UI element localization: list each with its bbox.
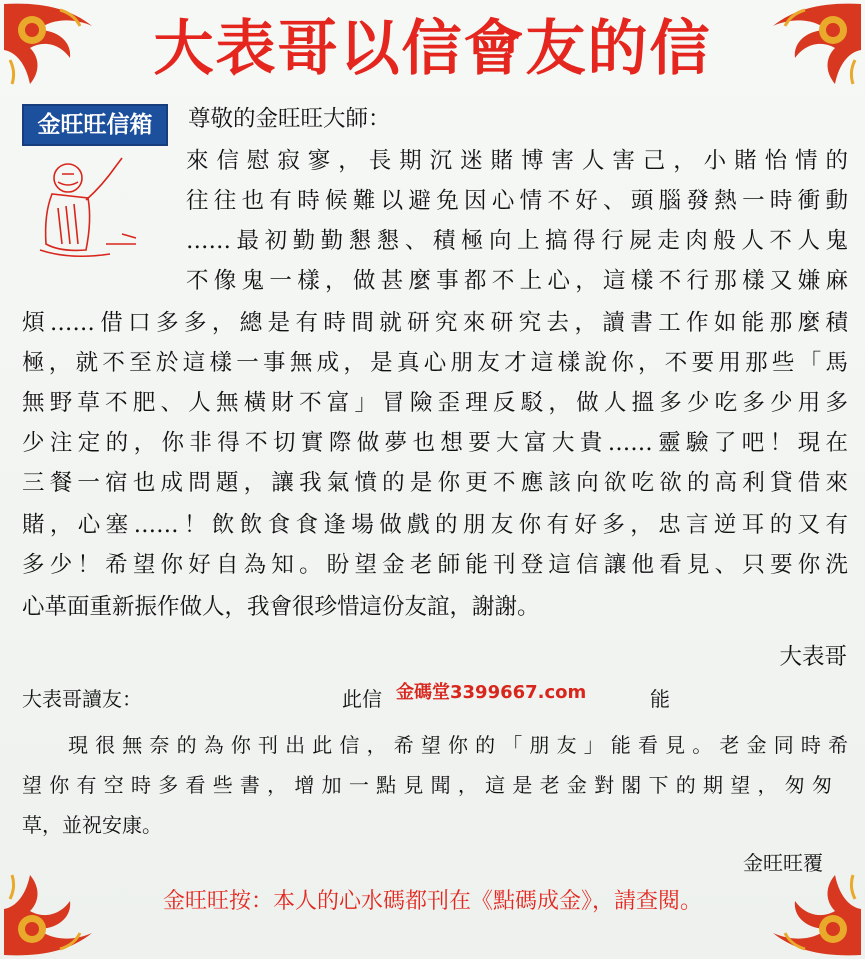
letter-line: 多少！希望你好自為知。盼望金老師能刊登這信讓他看見、只要你洗	[22, 552, 848, 578]
mailbox-label: 金旺旺信箱	[22, 104, 168, 146]
reply-fragment-right: 能	[650, 687, 670, 711]
page-title: 大表哥以信會友的信	[153, 14, 712, 84]
watermark: 金碼堂3399667.com	[396, 682, 587, 703]
footer-note: 金旺旺按：本人的心水碼都刊在《點碼成金》，請查閱。	[162, 889, 702, 914]
letter-line: 少注定的，你非得不切實際做夢也想要大富大貴……靈驗了吧！現在	[22, 430, 848, 456]
letter-line: 煩……借口多多，總是有時間就研究來研究去，讀書工作如能那麼積	[22, 310, 848, 336]
columnist-illustration-icon	[22, 150, 168, 268]
letter-signature: 大表哥	[779, 644, 847, 670]
letter-line: 極，就不至於這樣一事無成，是真心朋友才這樣說你，不要用那些「馬	[22, 350, 848, 376]
reply-fragment-left: 此信	[342, 687, 382, 711]
letter-line: 來信慰寂寥，長期沉迷賭博害人害己，小賭怡情的	[186, 148, 848, 174]
letter-line: 往往也有時候難以避免因心情不好、頭腦發熱一時衝動	[186, 188, 848, 214]
reply-line: 望你有空時多看些書，增加一點見聞，這是老金對閣下的期望，匆匆	[22, 773, 832, 797]
mailbox-column-badge	[22, 104, 168, 264]
letter-line: 心革面重新振作做人，我會很珍惜這份友誼，謝謝。	[22, 594, 540, 620]
letter-line: ……最初勤勤懇懇、積極向上搞得行屍走肉般人不人鬼	[186, 228, 848, 254]
reply-salutation: 大表哥讀友：	[22, 687, 142, 711]
reply-line: 草，並祝安康。	[22, 813, 162, 837]
letter-line: 不像鬼一樣，做甚麼事都不上心，這樣不行那樣又嫌麻	[186, 268, 848, 294]
letter-line: 無野草不肥、人無橫財不富」冒險歪理反駁，做人搵多少吃多少用多	[22, 390, 848, 416]
letter-line: 三餐一宿也成問題，讓我氣憤的是你更不應該向欲吃欲的高利貸借來	[22, 470, 848, 496]
letter-salutation: 尊敬的金旺旺大師：	[188, 106, 391, 132]
reply-line: 現很無奈的為你刊出此信，希望你的「朋友」能看見。老金同時希	[68, 733, 848, 757]
reply-signature: 金旺旺覆	[743, 851, 823, 875]
letter-line: 賭，心塞……！飲飲食食逢場做戲的朋友你有好多，忠言逆耳的又有	[22, 512, 848, 538]
